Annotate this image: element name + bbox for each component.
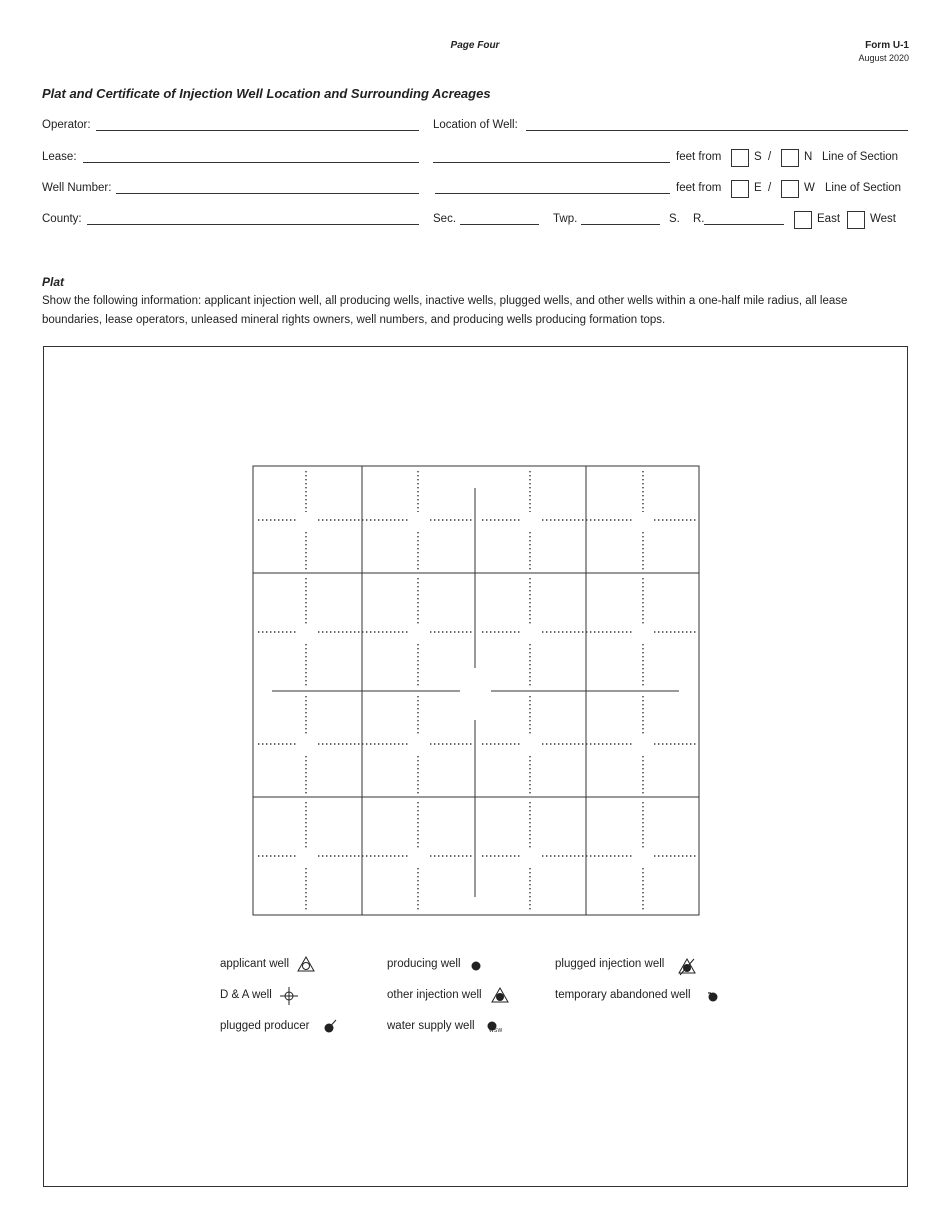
line-of-section-ew-label: Line of Section <box>825 182 902 194</box>
north-label: N <box>804 151 813 163</box>
east-side-label: E <box>754 182 762 194</box>
county-label: County: <box>42 213 82 225</box>
plugged-producer-icon <box>322 1018 338 1034</box>
range-west-label: West <box>870 213 896 225</box>
line-of-section-ns-label: Line of Section <box>822 151 899 163</box>
feet-from-ns-label: feet from <box>676 151 722 163</box>
form-title: Plat and Certificate of Injection Well Location and Surrounding Acreages <box>42 86 491 101</box>
legend-plugged-injection-well: plugged injection well <box>555 958 665 970</box>
plugged-injection-well-icon <box>676 956 698 976</box>
feet-from-ew-label: feet from <box>676 182 722 194</box>
range-label: R. <box>693 213 705 225</box>
west-side-label: W <box>804 182 815 194</box>
well-number-label: Well Number: <box>42 182 112 194</box>
sec-label: Sec. <box>433 213 457 225</box>
form-number: Form U-1 <box>865 40 909 51</box>
plat-description: Show the following information: applicant injection well, all producing wells, inactive wells, plugged wells, and other wells within a one-half mile radius, all lease boundaries, lease operators, unleased mineral rights owners, well numbers, and producing wells producing formation tops. <box>42 295 848 326</box>
plat-heading: Plat <box>42 275 65 289</box>
page-label: Page Four <box>450 40 500 51</box>
south-label: S <box>754 151 762 163</box>
producing-well-icon <box>469 959 483 973</box>
location-label: Location of Well: <box>433 119 518 131</box>
legend-plugged-producer: plugged producer <box>220 1020 310 1032</box>
slash-ew: / <box>768 182 772 194</box>
da-well-icon <box>279 986 299 1006</box>
legend-producing-well: producing well <box>387 958 461 970</box>
slash-ns: / <box>768 151 772 163</box>
lease-label: Lease: <box>42 151 77 163</box>
legend-temporary-abandoned-well: temporary abandoned well <box>555 989 691 1001</box>
twp-south-label: S. <box>669 213 680 225</box>
legend-applicant-well: applicant well <box>220 958 290 970</box>
wsw-tag: WSW <box>489 1028 503 1034</box>
legend-water-supply-well: water supply well <box>387 1020 475 1032</box>
twp-label: Twp. <box>553 213 578 225</box>
operator-label: Operator: <box>42 119 91 131</box>
form-date: August 2020 <box>858 53 909 63</box>
other-injection-well-icon <box>490 986 510 1004</box>
temporary-abandoned-well-icon <box>705 989 721 1005</box>
range-east-label: East <box>817 213 841 225</box>
legend-other-injection-well: other injection well <box>387 989 482 1001</box>
applicant-well-icon <box>296 955 316 973</box>
legend-da-well: D & A well <box>220 989 272 1001</box>
